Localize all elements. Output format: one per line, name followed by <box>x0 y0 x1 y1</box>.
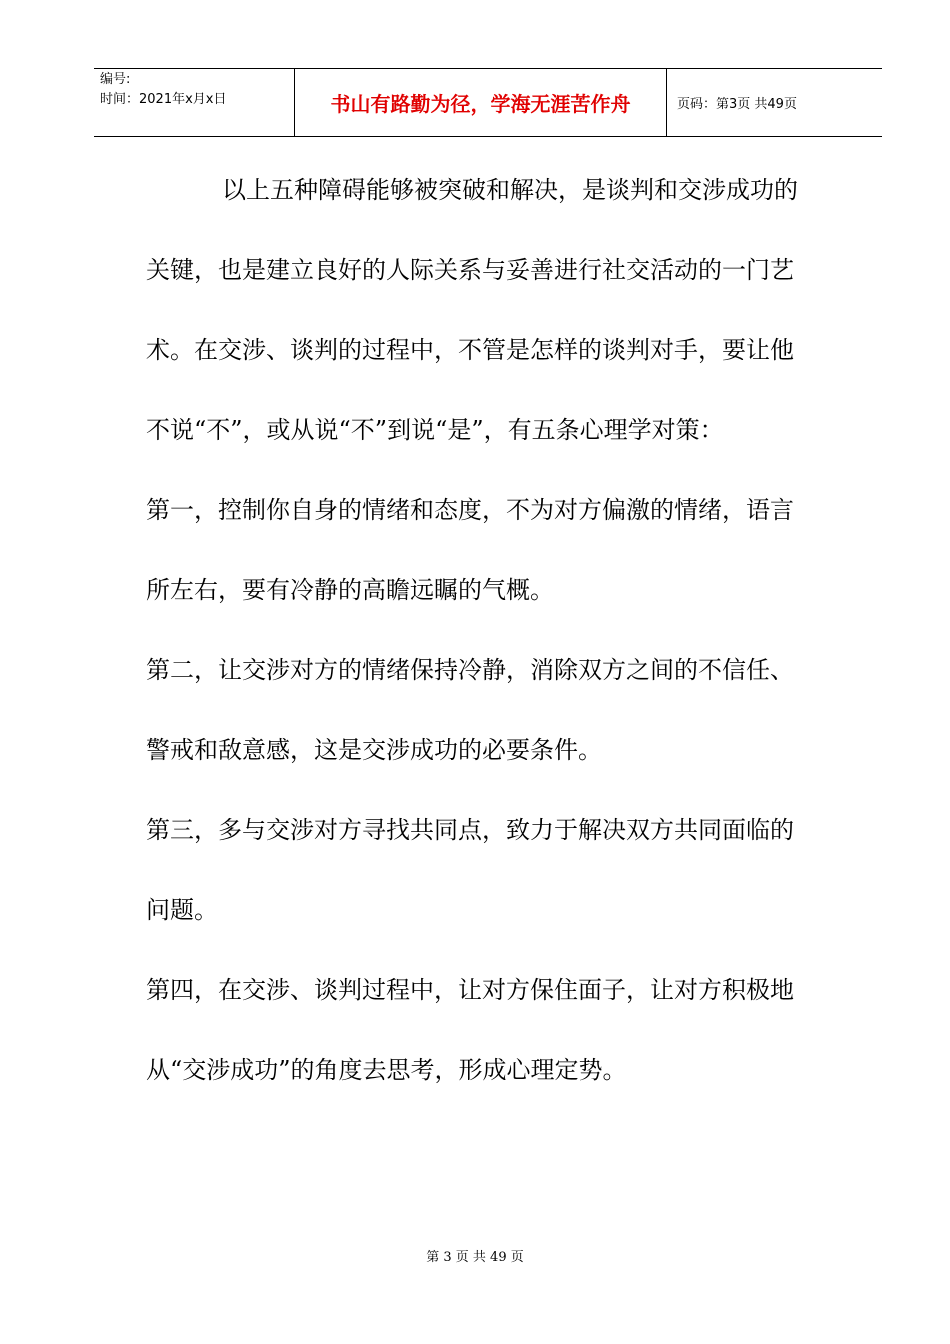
header-meta <box>94 69 295 136</box>
body-line: 第二，让交涉对方的情绪保持冷静，消除双方之间的不信任、 <box>146 656 794 684</box>
body-line: 问题。 <box>146 896 218 924</box>
document-body <box>146 150 836 1110</box>
body-line: 从“交涉成功”的角度去思考，形成心理定势。 <box>146 1056 627 1084</box>
body-line: 警戒和敌意感，这是交涉成功的必要条件。 <box>146 736 602 764</box>
page-info-text: 页码：第3页 共49页 <box>677 97 797 112</box>
body-line: 第四，在交涉、谈判过程中，让对方保住面子，让对方积极地 <box>146 976 794 1004</box>
body-line: 不说“不”，或从说“不”到说“是”，有五条心理学对策： <box>146 416 724 444</box>
body-line: 所左右，要有冷静的高瞻远瞩的气概。 <box>146 576 554 604</box>
page-header <box>94 68 882 137</box>
body-line: 第一，控制你自身的情绪和态度，不为对方偏激的情绪，语言 <box>146 496 794 524</box>
body-line: 术。在交涉、谈判的过程中，不管是怎样的谈判对手，要让他 <box>146 336 794 364</box>
document-time-label: 时间：2021年x月x日 <box>100 92 227 107</box>
body-line: 以上五种障碍能够被突破和解决，是谈判和交涉成功的 <box>222 176 798 204</box>
body-line: 第三，多与交涉对方寻找共同点，致力于解决双方共同面临的 <box>146 816 794 844</box>
motto-text: 书山有路勤为径，学海无涯苦作舟 <box>330 92 631 116</box>
footer-page-number: 第 3 页 共 49 页 <box>426 1250 524 1265</box>
page-footer <box>0 1246 950 1265</box>
header-page-info <box>667 69 882 136</box>
header-motto <box>295 69 667 136</box>
body-line: 关键，也是建立良好的人际关系与妥善进行社交活动的一门艺 <box>146 256 794 284</box>
document-number-label: 编号: <box>100 72 131 87</box>
